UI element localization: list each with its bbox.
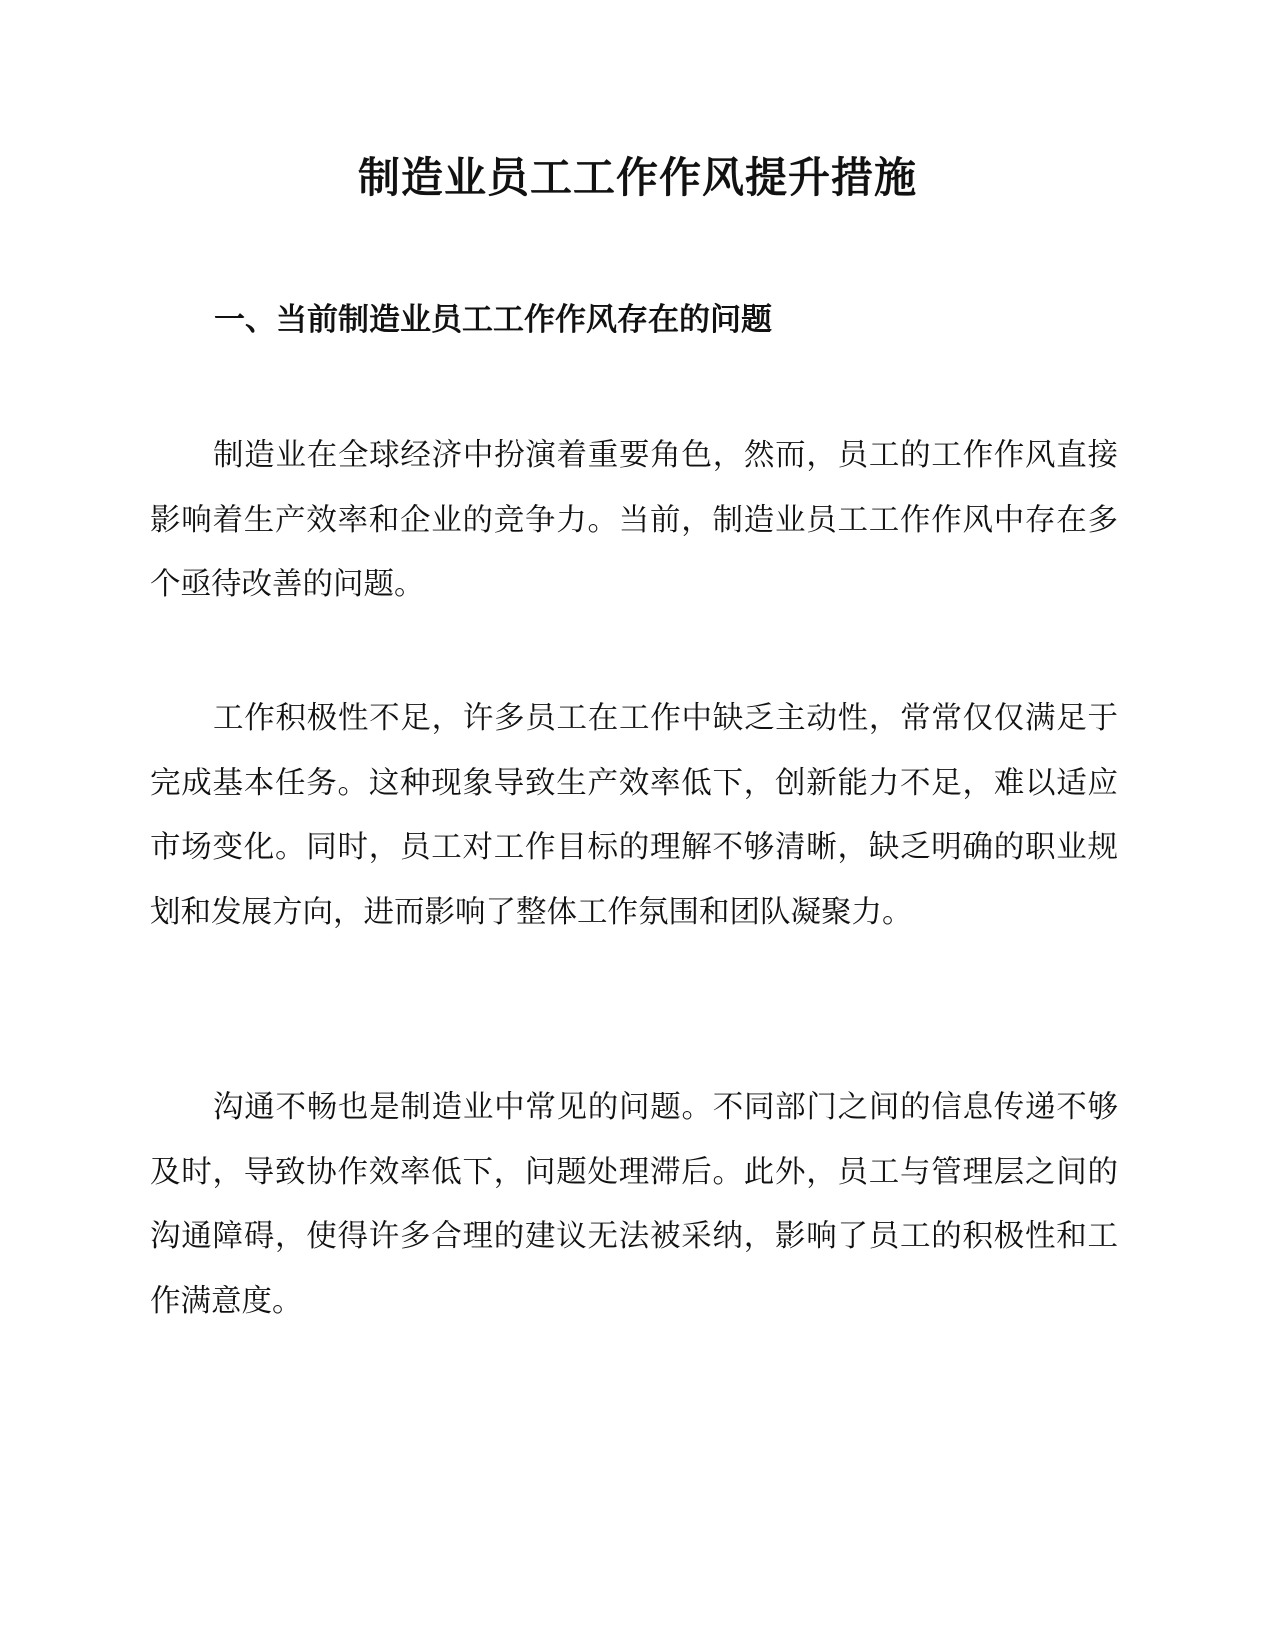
paragraph-work-motivation: 工作积极性不足，许多员工在工作中缺乏主动性，常常仅仅满足于完成基本任务。这种现象导致生产效率低下，创新能力不足，难以适应市场变化。同时，员工对工作目标的理解不够清晰，缺乏明确的职业规划和发展方向，进而影响了整体工作氛围和团队凝聚力。 bbox=[150, 701, 1118, 930]
paragraph-communication: 沟通不畅也是制造业中常见的问题。不同部门之间的信息传递不够及时，导致协作效率低下，问题处理滞后。此外，员工与管理层之间的沟通障碍，使得许多合理的建议无法被采纳，影响了员工的积极性和工作满意度。 bbox=[150, 1090, 1118, 1319]
paragraph-intro: 制造业在全球经济中扮演着重要角色，然而，员工的工作作风直接影响着生产效率和企业的竞争力。当前，制造业员工工作作风中存在多个亟待改善的问题。 bbox=[150, 438, 1118, 602]
section-heading: 一、当前制造业员工工作作风存在的问题 bbox=[214, 302, 772, 338]
document-title: 制造业员工工作作风提升措施 bbox=[357, 153, 917, 202]
